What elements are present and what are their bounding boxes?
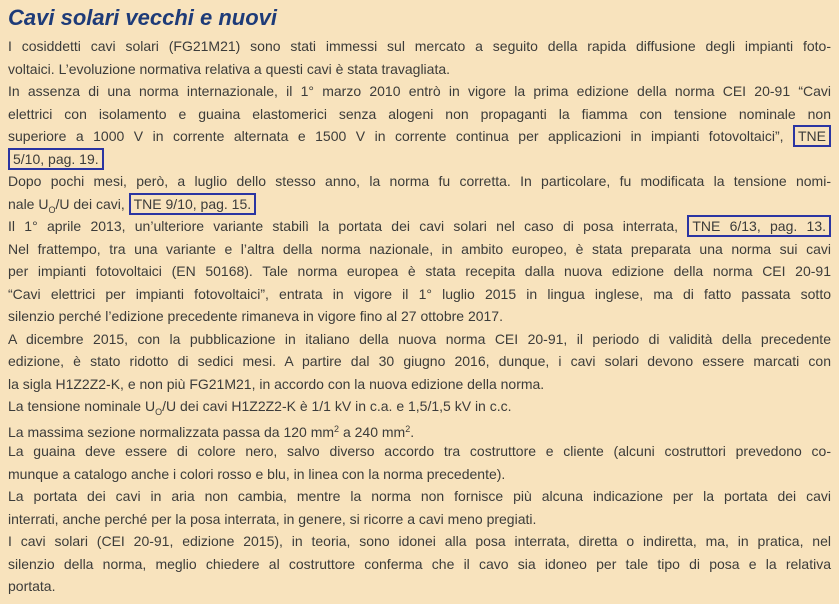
text-line — [8, 148, 831, 171]
text-segment: elettrici con isolamento e guaina elastomerici senza alogeni non propaganti la fiamma con tensione nominale non — [8, 105, 831, 122]
superscript-text: 2 — [405, 423, 411, 434]
text-segment: per impianti fotovoltaici (EN 50168). Tale norma europea è stata recepita dalla nuova edizione della norma CEI 20-91 — [8, 263, 831, 279]
text-line — [8, 328, 831, 351]
text-segment: superiore a 1000 V in corrente alternata e 1500 V in corrente continua per applicazioni in impianti fotovoltaici”, — [8, 128, 793, 144]
text-segment: Nel frattempo, tra una variante e l’altra della norma nazionale, in ambito europeo, è stata preparata una norma sui cavi — [8, 240, 831, 257]
text-line — [8, 530, 831, 553]
text-segment: I cosiddetti cavi solari (FG21M21) sono stati immessi sul mercato a seguito della rapida diffusione degli impianti foto- — [8, 38, 831, 54]
text-line — [8, 170, 831, 193]
text-line — [8, 80, 831, 103]
text-segment: portata. — [8, 578, 56, 594]
text-segment: A dicembre 2015, con la pubblicazione in italiano della nuova norma CEI 20-91, il periodo di validità della precedente — [8, 330, 831, 347]
text-segment: nale U — [8, 195, 49, 212]
text-segment: La guaina deve essere di colore nero, salvo diverso accordo tra costruttore e cliente (alcuni costruttori prevedono co- — [8, 443, 831, 459]
text-segment: interrati, anche perché per la posa interrata, in genere, si ricorre a cavi meno pregiati. — [8, 510, 537, 527]
text-segment: “Cavi elettrici per impianti fotovoltaici”, entrata in vigore il 1° luglio 2015 in lingua inglese, ma di fatto passata sotto — [8, 285, 831, 302]
text-line — [8, 103, 831, 126]
text-line — [8, 440, 831, 463]
text-line — [8, 193, 831, 216]
text-line — [8, 125, 831, 148]
text-segment: voltaici. L’evoluzione normativa relativa a questi cavi è stata travagliata. — [8, 60, 451, 77]
text-segment: Dopo pochi mesi, però, a luglio dello stesso anno, la norma fu corretta. In particolare, fu modificata la tensione nomi- — [8, 173, 831, 189]
text-segment: La tensione nominale U — [8, 398, 156, 414]
text-line — [8, 215, 831, 238]
text-line — [8, 305, 831, 328]
subscript-text: O — [155, 407, 163, 417]
text-line — [8, 485, 831, 508]
tne-reference-link[interactable]: TNE — [793, 125, 831, 147]
text-line — [8, 553, 831, 576]
tne-reference-link[interactable]: TNE 9/10, pag. 15. — [129, 193, 257, 215]
text-line — [8, 350, 831, 373]
text-segment: /U dei cavi H1Z2Z2-K è 1/1 kV in c.a. e 1,5/1,5 kV in c.c. — [162, 398, 512, 414]
text-segment: edizione, è stato ridotto di sedici mesi. A partire dal 30 giugno 2016, dunque, i cavi solari devono essere marcati con — [8, 353, 831, 369]
text-segment: /U dei cavi, — [55, 195, 129, 212]
subscript-text: O — [48, 204, 56, 215]
text-line — [8, 463, 831, 486]
text-segment: La massima sezione normalizzata passa da 120 mm — [8, 423, 335, 440]
text-segment: silenzio della norma, meglio chiedere al costruttore conferma che il cavo sia idoneo per tale tipo di posa e la relativa — [8, 555, 831, 572]
superscript-text: 2 — [334, 423, 340, 434]
text-line — [8, 395, 831, 418]
text-line — [8, 238, 831, 261]
article-body — [8, 35, 831, 598]
page-title: Cavi solari vecchi e nuovi — [8, 5, 278, 30]
text-line — [8, 35, 831, 58]
text-segment: Il 1° aprile 2013, un’ulteriore variante stabilì la portata dei cavi solari nel caso di posa interrata, — [8, 218, 688, 234]
text-line — [8, 260, 831, 283]
tne-reference-link[interactable]: 5/10, pag. 19. — [8, 148, 104, 170]
text-segment: La portata dei cavi in aria non cambia, mentre la norma non fornisce più alcuna indicazione per la portata dei cavi — [8, 488, 831, 504]
tne-reference-link[interactable]: TNE 6/13, pag. 13. — [687, 215, 831, 237]
text-line — [8, 373, 831, 396]
text-segment: la sigla H1Z2Z2-K, e non più FG21M21, in accordo con la nuova edizione della norma. — [8, 375, 545, 392]
text-line — [8, 283, 831, 306]
text-line — [8, 508, 831, 531]
text-segment: In assenza di una norma internazionale, il 1° marzo 2010 entrò in vigore la prima edizione della norma CEI 20-91 “Cavi — [8, 83, 831, 99]
text-line — [8, 418, 831, 441]
text-line — [8, 58, 831, 81]
text-line — [8, 575, 831, 598]
text-segment: . — [410, 423, 415, 440]
text-segment: munque a catalogo anche i colori rosso e blu, in linea con la norma precedente). — [8, 465, 506, 482]
text-segment: a 240 mm — [339, 423, 406, 440]
text-segment: I cavi solari (CEI 20-91, edizione 2015), in teoria, sono idonei alla posa interrata, diretta o indiretta, ma, in pratica, nel — [8, 533, 831, 549]
text-segment: silenzio perché l’edizione precedente rimaneva in vigore fino al 27 ottobre 2017. — [8, 308, 503, 324]
